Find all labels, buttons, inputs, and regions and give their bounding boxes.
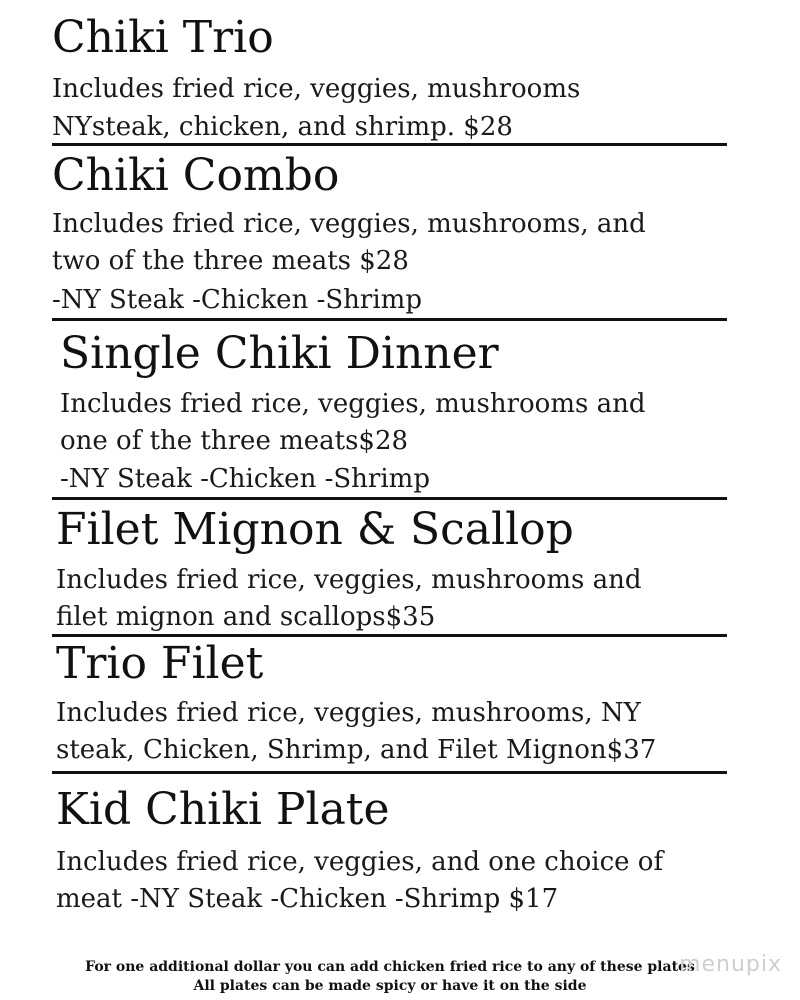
item-description-line: Includes fried rice, veggies, mushrooms, NY — [56, 698, 641, 728]
item-title-single-chiki-dinner: Single Chiki Dinner — [60, 328, 499, 379]
item-title-chiki-trio: Chiki Trio — [52, 12, 274, 63]
item-description-line: Includes fried rice, veggies, mushrooms, and — [52, 209, 646, 239]
item-description-line: meat -NY Steak -Chicken -Shrimp $17 — [56, 884, 559, 914]
item-description-line: Includes fried rice, veggies, mushrooms and — [60, 389, 646, 419]
item-description-line: Includes fried rice, veggies, and one choice of — [56, 847, 664, 877]
divider — [52, 318, 727, 321]
footer-note-rice-upgrade: For one additional dollar you can add chicken fried rice to any of these plates — [85, 959, 695, 975]
item-title-trio-filet: Trio Filet — [56, 638, 264, 689]
divider — [52, 634, 727, 637]
item-description-line: filet mignon and scallops$35 — [56, 602, 436, 632]
item-title-chiki-combo: Chiki Combo — [52, 150, 340, 201]
item-description-line: two of the three meats $28 — [52, 246, 409, 276]
item-description-line: NYsteak, chicken, and shrimp. $28 — [52, 112, 513, 142]
item-title-filet-mignon-scallop: Filet Mignon & Scallop — [56, 504, 574, 555]
footer-note-spicy: All plates can be made spicy or have it on the side — [193, 978, 587, 994]
item-description-line: Includes fried rice, veggies, mushrooms — [52, 74, 581, 104]
item-description-line: one of the three meats$28 — [60, 426, 409, 456]
watermark: menupix — [679, 952, 782, 977]
divider — [52, 771, 727, 774]
item-description-line: steak, Chicken, Shrimp, and Filet Mignon$37 — [56, 735, 657, 765]
item-description-line: Includes fried rice, veggies, mushrooms and — [56, 565, 642, 595]
item-title-kid-chiki-plate: Kid Chiki Plate — [56, 784, 390, 835]
item-description-line: -NY Steak -Chicken -Shrimp — [60, 464, 430, 494]
divider — [52, 497, 727, 500]
item-description-line: -NY Steak -Chicken -Shrimp — [52, 285, 422, 315]
divider — [52, 143, 727, 146]
